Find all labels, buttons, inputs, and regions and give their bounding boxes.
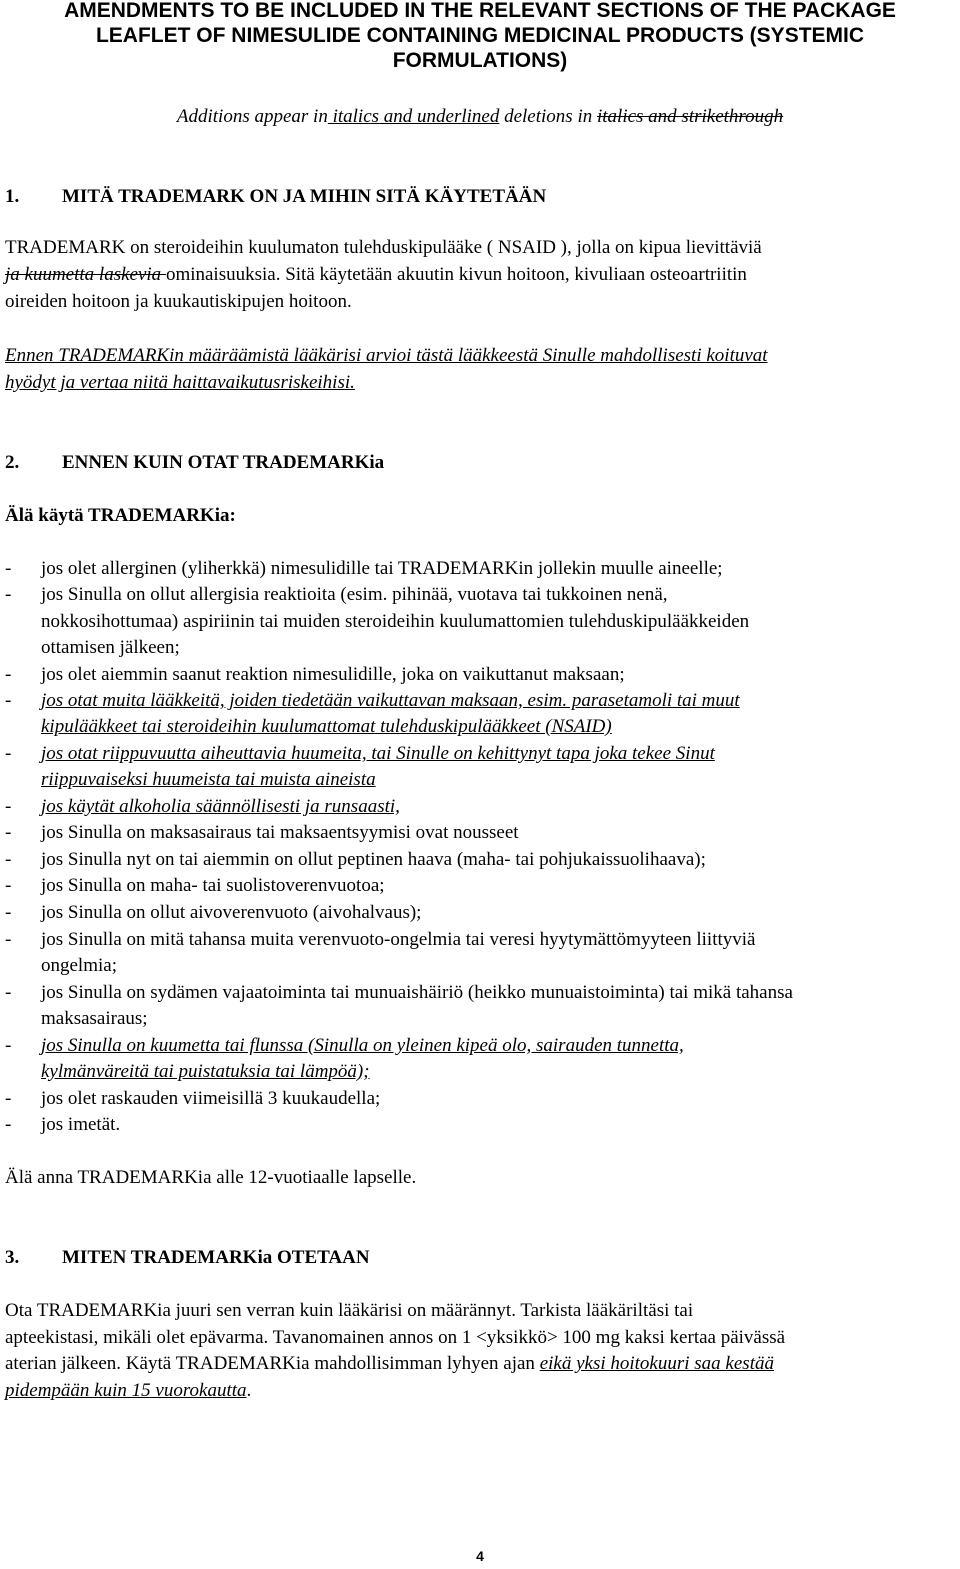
dash-bullet: - — [5, 982, 12, 1003]
section-1-number: 1. — [5, 186, 20, 207]
section-3-number: 3. — [5, 1247, 20, 1268]
bullet-7: jos Sinulla on maksasairaus tai maksaentsyymisi ovat nousseet — [41, 822, 519, 843]
bullet-11-line-2: ongelmia; — [41, 955, 117, 976]
dash-bullet: - — [5, 822, 12, 843]
dash-bullet: - — [5, 1035, 12, 1056]
section-3-title: MITEN TRADEMARKia OTETAAN — [62, 1247, 370, 1268]
section-1-title: MITÄ TRADEMARK ON JA MIHIN SITÄ KÄYTETÄÄN — [62, 186, 547, 207]
dash-bullet: - — [5, 690, 12, 711]
bullet-14: jos olet raskauden viimeisillä 3 kuukaudella; — [41, 1088, 381, 1109]
dash-bullet: - — [5, 584, 12, 605]
legend-added: italics and underlined — [327, 106, 500, 127]
bullet-12-line-1: jos Sinulla on sydämen vajaatoiminta tai munuaishäiriö (heikko munuaistoiminta) tai mikä tahansa — [41, 982, 793, 1003]
bullet-4-line-1: jos otat muita lääkkeitä, joiden tiedetään vaikuttavan maksaan, esim. parasetamoli tai muut — [41, 690, 740, 711]
section-2-title: ENNEN KUIN OTAT TRADEMARKia — [62, 452, 385, 473]
s1-p2-line-2: hyödyt ja vertaa niitä haittavaikutusriskeihisi. — [5, 372, 355, 393]
bullet-10: jos Sinulla on ollut aivoverenvuoto (aivohalvaus); — [41, 902, 422, 923]
s3-line-4-end: . — [246, 1380, 252, 1401]
section-1-heading — [5, 184, 546, 210]
s3-line-4-added: pidempään kuin 15 vuorokautta — [5, 1380, 247, 1401]
s1-p2-line-1: Ennen TRADEMARKin määräämistä lääkärisi arvioi tästä lääkkeestä Sinulle mahdollisesti koituvat — [5, 345, 768, 366]
s3-line-3-plain: aterian jälkeen. Käytä TRADEMARKia mahdollisimman lyhyen ajan — [5, 1353, 540, 1374]
bullet-5-line-2: riippuvaiseksi huumeista tai muista aineista — [41, 769, 376, 790]
dash-bullet: - — [5, 902, 12, 923]
bullet-1: jos olet allerginen (yliherkkä) nimesulidille tai TRADEMARKin jollekin muulle aineelle; — [41, 558, 723, 579]
s1-p1-line-2 — [5, 262, 960, 288]
dash-bullet: - — [5, 1114, 12, 1135]
bullet-6: jos käytät alkoholia säännöllisesti ja runsaasti, — [41, 796, 400, 817]
s3-line-3 — [5, 1351, 960, 1377]
bullet-8: jos Sinulla nyt on tai aiemmin on ollut peptinen haava (maha- tai pohjukaissuolihaava); — [41, 849, 706, 870]
dash-bullet: - — [5, 929, 12, 950]
dash-bullet: - — [5, 664, 12, 685]
bullet-13-line-1: jos Sinulla on kuumetta tai flunssa (Sinulla on yleinen kipeä olo, sairauden tunnetta, — [41, 1035, 684, 1056]
s1-p1-line-1: TRADEMARK on steroideihin kuulumaton tulehduskipulääke ( NSAID ), jolla on kipua lievittäviä — [5, 237, 762, 258]
legend-deleted: italics and strikethrough — [596, 106, 784, 127]
bullet-9: jos Sinulla on maha- tai suolistoverenvuotoa; — [41, 875, 385, 896]
title-line-1: AMENDMENTS TO BE INCLUDED IN THE RELEVANT SECTIONS OF THE PACKAGE — [64, 0, 896, 22]
bullet-3: jos olet aiemmin saanut reaktion nimesulidille, joka on vaikuttanut maksaan; — [41, 664, 625, 685]
bullet-2-line-2: nokkosihottumaa) aspiriinin tai muiden steroideihin kuulumattomien tulehduskipulääkkeiden — [41, 611, 750, 632]
dash-bullet: - — [5, 743, 12, 764]
legend-line — [0, 104, 960, 130]
bullet-5-line-1: jos otat riippuvuutta aiheuttavia huumeita, tai Sinulle on kehittynyt tapa joka tekee Sinut — [41, 743, 715, 764]
bullet-13-line-2: kylmänväreitä tai puistatuksia tai lämpöä); — [41, 1061, 370, 1082]
dash-bullet: - — [5, 796, 12, 817]
section-2-number: 2. — [5, 452, 20, 473]
children-warning: Älä anna TRADEMARKia alle 12-vuotiaalle lapselle. — [5, 1167, 417, 1188]
s3-line-2: apteekistasi, mikäli olet epävarma. Tavanomainen annos on 1 <yksikkö> 100 mg kaksi kertaa päivässä — [5, 1327, 786, 1348]
title-line-3: FORMULATIONS) — [392, 49, 568, 72]
s3-line-4 — [5, 1378, 960, 1404]
section-2-heading — [5, 450, 384, 476]
legend-middle: deletions in — [499, 106, 597, 127]
document-title — [0, 0, 960, 73]
title-line-2: LEAFLET OF NIMESULIDE CONTAINING MEDICINAL PRODUCTS (SYSTEMIC — [95, 24, 865, 47]
s3-line-3-added: eikä yksi hoitokuuri saa kestää — [539, 1353, 774, 1374]
dash-bullet: - — [5, 558, 12, 579]
s3-line-1: Ota TRADEMARKia juuri sen verran kuin lääkärisi on määrännyt. Tarkista lääkäriltäsi tai — [5, 1300, 694, 1321]
dash-bullet: - — [5, 875, 12, 896]
dash-bullet: - — [5, 849, 12, 870]
bullet-4-line-2: kipulääkkeet tai steroideihin kuulumattomat tulehduskipulääkkeet (NSAID) — [41, 716, 612, 737]
s1-deleted-text: ja kuumetta laskevia — [5, 264, 166, 285]
bullet-2-line-1: jos Sinulla on ollut allergisia reaktioita (esim. pihinää, vuotava tai tukkoinen nenä, — [41, 584, 668, 605]
page-number: 4 — [476, 1548, 484, 1564]
bullet-2-line-3: ottamisen jälkeen; — [41, 637, 180, 658]
section-3-heading — [5, 1245, 370, 1271]
bullet-11-line-1: jos Sinulla on mitä tahansa muita verenvuoto-ongelmia tai veresi hyytymättömyyteen liittyviä — [41, 929, 756, 950]
bullet-12-line-2: maksasairaus; — [41, 1008, 148, 1029]
legend-prefix: Additions appear in — [176, 106, 328, 127]
s1-p1-line-2-rest: ominaisuuksia. Sitä käytetään akuutin kivun hoitoon, kivuliaan osteoartriitin — [165, 264, 747, 285]
bullet-15: jos imetät. — [41, 1114, 121, 1135]
dash-bullet: - — [5, 1088, 12, 1109]
s1-p1-line-3: oireiden hoitoon ja kuukautiskipujen hoitoon. — [5, 291, 352, 312]
s2-subheading: Älä käytä TRADEMARKia: — [5, 505, 236, 526]
